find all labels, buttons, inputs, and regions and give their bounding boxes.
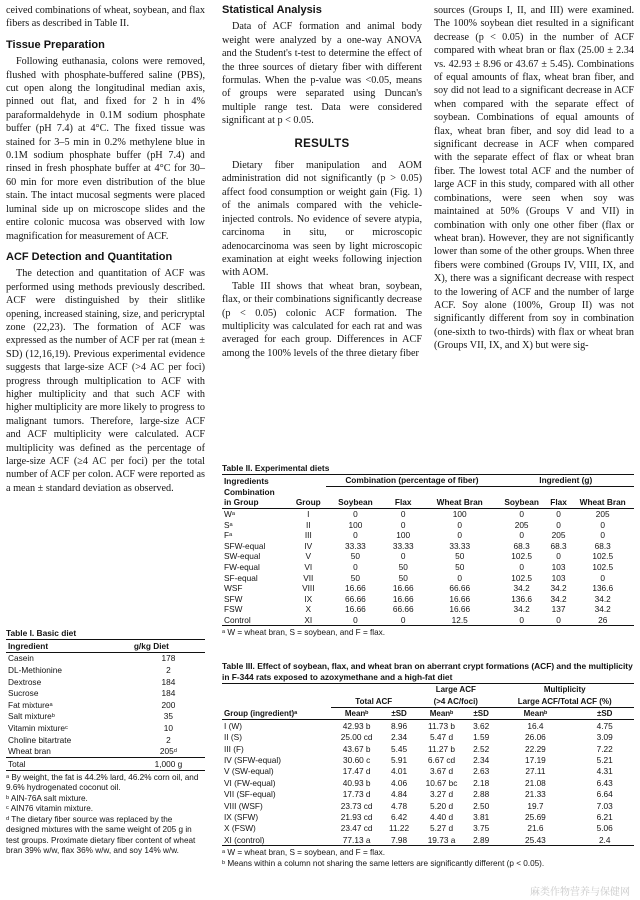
header-cell: Large ACF — [435, 685, 476, 695]
table-cell: 16.66 — [345, 604, 366, 615]
table-row — [222, 743, 634, 754]
table-row — [6, 687, 205, 699]
table-cell: 4.01 — [391, 766, 408, 777]
table-cell: 50 — [350, 572, 361, 583]
table-cell: 19.73 a — [427, 834, 456, 845]
table-row — [222, 834, 634, 846]
data-table — [222, 474, 634, 626]
table-cell: 11.22 — [389, 823, 410, 834]
table-row — [222, 562, 634, 573]
table-cell: SFW — [224, 593, 243, 604]
table-footnote: ᵇ Means within a column not sharing the same letters are significantly different (p < 0.05). — [222, 858, 545, 868]
table-cell: 68.3 — [594, 540, 611, 551]
table-cell: 16.4 — [527, 720, 544, 731]
tissue-preparation-paragraph: Following euthanasia, colons were removed, flushed with phosphate-buffered saline (PBS), cut open along the longitudinal median axis, pinned out flat, and fixed for 2 h in 4% paraformaldehyde in 0.1M sodium phosphate buffer (pH 7.4) at 4°C. The fixed tissue was stained for 3–5 min in 0.2% methylene blue in 0.1M sodium phosphate buffer (pH 7.4) and rinsed in fresh phosphate buffer at 4°C for 30–60 min for more even distribution of the blue stain. The intact mucosal segments were placed luminal side up on microscope slides and the entire colonic mucosa was observed with low magnification for measurement of ACF. — [6, 56, 205, 242]
table-row — [6, 676, 205, 688]
table-cell: Sucrose — [8, 688, 39, 699]
table-cell: Wheat bran — [8, 746, 51, 757]
table-row — [6, 722, 205, 734]
table-row — [6, 699, 205, 711]
table-cell: 0 — [556, 615, 561, 626]
header-cell: ±SD — [473, 708, 489, 718]
table-cell: IV (SFW-equal) — [224, 755, 282, 766]
table-cell: 19.7 — [527, 800, 544, 811]
table-cell: 5.20 d — [429, 800, 454, 811]
table-cell: 50 — [398, 562, 408, 573]
table-cell: Fat mixtureᵃ — [8, 699, 53, 710]
table-cell: 2 — [166, 664, 171, 675]
table-cell: 21.93 cd — [340, 811, 373, 822]
column-left — [6, 4, 205, 495]
table-cell: 35 — [163, 711, 174, 722]
table-cell: 16.66 — [392, 593, 414, 604]
table-cell: 0 — [519, 615, 524, 626]
table-cell: 4.84 — [391, 789, 408, 800]
table-cell: 66.66 — [345, 593, 366, 604]
table-cell: 25.00 cd — [340, 732, 373, 743]
table-cell: WSF — [224, 583, 243, 594]
table-cell: 178 — [161, 653, 176, 664]
table-caption: Table II. Experimental diets — [222, 463, 330, 473]
table-cell: FSW — [224, 604, 243, 615]
table-cell: 205ᵈ — [159, 746, 177, 757]
header-cell: Large ACF/Total ACF (%) — [495, 695, 634, 707]
table-cell: 205 — [551, 530, 566, 541]
table-cell: 6.67 cd — [427, 755, 456, 766]
table-cell: 2.18 — [473, 777, 490, 788]
table-cell: 5.06 — [596, 823, 613, 834]
table-cell: 102.5 — [511, 572, 532, 583]
table-cell: 50 — [350, 551, 361, 562]
table-cell: 11.73 b — [427, 720, 456, 731]
intro-paragraph: ceived combinations of wheat, soybean, and flax fibers as described in Table II. — [6, 5, 205, 30]
table-cell: 66.66 — [392, 604, 414, 615]
table-cell: 16.66 — [449, 593, 471, 604]
table-cell: 0 — [519, 562, 524, 573]
table-row — [222, 583, 634, 594]
table-cell: 10.67 bc — [425, 777, 458, 788]
table-cell: 0 — [600, 519, 606, 530]
table-cell: 50 — [455, 551, 465, 562]
header-cell: Soybean — [504, 497, 539, 508]
table-cell: III — [304, 530, 312, 541]
table-row — [222, 508, 634, 519]
table-footnote: ᵈ The dietary fiber source was replaced by the designed mixtures with the same weight of 205 g in test groups. Proximate dietary fiber content of wheat bran 39% w/w, flax 36% w/w, and soy 14% w/w. — [6, 814, 196, 856]
table-cell: 68.3 — [513, 540, 530, 551]
table-row — [222, 594, 634, 605]
header-cell: Meanᵇ — [523, 708, 548, 718]
statistical-analysis-paragraph: Data of ACF formation and animal body weight were analyzed by a one-way ANOVA and the Student's t-test to determine the effect of the three sources of dietary fiber with different formulas. When the p-value was <0.05, means of groups were separated using Duncan's multiple range test. Data were considered significant at p < 0.05. — [222, 21, 422, 127]
table-row — [6, 734, 205, 746]
table-row — [222, 754, 634, 765]
table-row — [222, 777, 634, 788]
table-cell: 2 — [166, 734, 171, 745]
table-cell: 4.40 d — [429, 811, 454, 822]
table-cell: 0 — [457, 530, 463, 541]
table-cell: 50 — [398, 572, 408, 583]
table-cell: Vitamin mixtureᶜ — [8, 722, 68, 733]
table-cell: 1.59 — [473, 732, 490, 743]
table-cell: 21.08 — [525, 777, 546, 788]
table-cell: 77.13 a — [342, 834, 371, 845]
header-cell: Meanᵇ — [429, 708, 454, 718]
header-cell: Ingredient — [8, 640, 49, 651]
table-cell: I (W) — [224, 720, 242, 731]
table-footnote: ᶜ AIN76 vitamin mixture. — [6, 804, 94, 814]
table-cell: 0 — [556, 551, 561, 562]
table-cell: 33.33 — [345, 540, 366, 551]
results-continued-paragraph: sources (Groups I, II, and III) were examined. The 100% soybean diet resulted in a significant decrease (p < 0.05) in the number of ACF compared with wheat bran or flax (25.00 ± 2.34 vs. 42.93 ± 8.96 or 43.67 ± 5.45). Combinations of equal amounts of flax, wheat bran fiber, and soy did not lead to a significant decrease in ACF when compared with the separate effect of soybean. Combinations of equal amounts of flax, wheat bran fiber, and soy did lead to a significant decrease in ACF when compared with the separate effect of flax or wheat bran fiber. The lowest total ACF and the number of large ACF in this study, compared with all other combinations, were seen when soy was maintained at 50% (Groups V and VII) in combination with only one other fiber (flax or wheat bran). However, they are not significantly lower than some of the other groups. When three fibers were combined (Groups IV, VIII, IX, and X), there was a significant decrease with respect to the lowering of ACF and the number of large ACF. Soy alone (100%, Group II) was not significantly different from soy in combination (one-sixth to two-thirds) with flax or wheat bran (Groups VII, IX, and X) but were sig- — [434, 5, 634, 352]
table-cell: 3.09 — [596, 732, 613, 743]
table-cell: 27.11 — [525, 766, 546, 777]
table-cell: 8.96 — [391, 720, 408, 731]
total-label: Total — [8, 758, 26, 769]
table-cell: Casein — [8, 653, 34, 664]
table-cell: 4.75 — [596, 720, 613, 731]
table-row — [222, 811, 634, 822]
section-heading-acf-detection: ACF Detection and Quantitation — [6, 250, 173, 263]
table-cell: 50 — [455, 562, 465, 573]
table-row — [222, 604, 634, 615]
table-cell: 3.81 — [473, 811, 490, 822]
table-cell: 3.75 — [473, 823, 490, 834]
table-cell: 12.5 — [451, 615, 468, 626]
table-cell: 33.33 — [392, 540, 414, 551]
table-cell: 40.93 b — [342, 777, 371, 788]
table-cell: 42.93 b — [342, 720, 371, 731]
table-cell: X (FSW) — [224, 823, 256, 834]
results-paragraph-2: Table III shows that wheat bran, soybean, flax, or their combinations significantly decrease (p < 0.05) colonic ACF formation. The multiplicity was calculated for each rat and was averaged for each group. Differences in ACF among the 100% levels of the three dietary fiber — [222, 280, 422, 359]
header-cell: Group — [295, 497, 321, 508]
table-cell: 0 — [600, 572, 606, 583]
table-cell: IX (SFW) — [224, 811, 259, 822]
table-cell: 184 — [161, 676, 176, 687]
table-cell: 100 — [396, 530, 411, 541]
data-table — [222, 683, 634, 846]
table-row — [222, 530, 634, 541]
table-cell: 34.2 — [513, 583, 530, 594]
table-cell: Sᵃ — [224, 519, 233, 530]
header-cell: in Group — [224, 497, 259, 508]
table-cell: Control — [224, 615, 251, 626]
table-cell: Dextrose — [8, 676, 42, 687]
watermark: 麻类作物营养与保健网 — [530, 887, 630, 898]
table-cell: 4.06 — [391, 777, 408, 788]
table-cell: 0 — [353, 509, 358, 520]
table-cell: 2.89 — [473, 834, 490, 845]
table-cell: 100 — [348, 519, 363, 530]
table-cell: XI — [304, 615, 313, 626]
table-cell: II — [305, 519, 311, 530]
table-row — [222, 800, 634, 811]
table-cell: 10 — [163, 722, 174, 733]
table-row — [6, 711, 205, 723]
header-cell: Flax — [550, 497, 567, 508]
table-row — [222, 732, 634, 743]
table-cell: 6.43 — [596, 777, 613, 788]
table-cell: 3.27 d — [429, 789, 454, 800]
table-cell: 5.91 — [391, 755, 408, 766]
table-cell: 17.47 d — [342, 766, 371, 777]
table-footnote: ᵃ W = wheat bran, S = soybean, and F = flax. — [222, 628, 386, 638]
table-cell: 2.4 — [598, 834, 611, 845]
table-cell: 6.64 — [596, 789, 613, 800]
table-row — [222, 572, 634, 583]
table-cell: 0 — [519, 530, 524, 541]
table-cell: 3.67 d — [429, 766, 454, 777]
table-cell: 4.78 — [391, 800, 408, 811]
table-cell: IV — [304, 540, 313, 551]
table-cell: SW-equal — [224, 551, 261, 562]
header-cell: Wheat Bran — [579, 497, 626, 508]
table-cell: DL-Methionine — [8, 664, 62, 675]
table-cell: 6.21 — [596, 811, 613, 822]
table-cell: SF-equal — [224, 572, 258, 583]
table-cell: 2.88 — [473, 789, 490, 800]
table-cell: 0 — [519, 509, 524, 520]
section-heading-statistical-analysis: Statistical Analysis — [222, 4, 322, 16]
header-cell: Meanᵇ — [344, 708, 369, 718]
header-cell: Soybean — [338, 497, 373, 508]
table-cell: 43.67 b — [342, 743, 371, 754]
table-acf-effects — [222, 661, 634, 869]
table-cell: 22.29 — [525, 743, 546, 754]
table-cell: 5.27 d — [429, 823, 454, 834]
table-cell: 2.52 — [473, 743, 490, 754]
table-row — [222, 541, 634, 552]
header-cell: Wheat Bran — [436, 497, 483, 508]
table-cell: 103 — [551, 572, 566, 583]
table-cell: 16.66 — [392, 583, 414, 594]
table-row — [222, 823, 634, 834]
table-cell: 30.60 c — [343, 755, 371, 766]
table-cell: 205 — [514, 519, 529, 530]
table-cell: 100 — [452, 509, 467, 520]
table-cell: 34.2 — [513, 604, 530, 615]
table-cell: 0 — [457, 519, 463, 530]
table-cell: 0 — [400, 551, 406, 562]
table-cell: Choline bitartrate — [8, 734, 72, 745]
header-cell: Flax — [394, 497, 412, 508]
table-cell: II (S) — [224, 732, 242, 743]
table-cell: 16.66 — [345, 583, 366, 594]
table-cell: VIII — [302, 583, 315, 594]
table-cell: 136.6 — [511, 593, 532, 604]
header-cell: g/kg Diet — [133, 640, 169, 651]
table-basic-diet — [6, 628, 205, 857]
table-cell: 5.21 — [596, 755, 613, 766]
table-row — [222, 789, 634, 800]
table-cell: 2.50 — [473, 800, 490, 811]
table-row — [222, 720, 634, 732]
header-cell: (>4 AC/foci) — [416, 695, 495, 707]
table-cell: 137 — [551, 604, 566, 615]
table-experimental-diets — [222, 463, 634, 639]
table-row — [222, 615, 634, 626]
column-middle — [222, 4, 422, 360]
table-cell: Wᵃ — [224, 509, 235, 520]
table-cell: Salt mixtureᵇ — [8, 711, 55, 722]
table-footnote: ᵇ AIN-76A salt mixture. — [6, 793, 88, 803]
table-cell: 26.06 — [525, 732, 546, 743]
table-cell: 102.5 — [592, 551, 614, 562]
table-cell: 68.3 — [550, 540, 567, 551]
table-cell: VII — [303, 572, 314, 583]
table-cell: VI — [304, 562, 313, 573]
table-cell: 0 — [400, 519, 406, 530]
table-cell: 103 — [551, 562, 566, 573]
table-cell: 21.6 — [527, 823, 544, 834]
header-cell: Total ACF — [331, 695, 416, 707]
table-cell: 2.34 — [473, 755, 490, 766]
table-cell: FW-equal — [224, 562, 260, 573]
table-cell: 7.03 — [596, 800, 613, 811]
table-cell: III (F) — [224, 743, 244, 754]
table-cell: 33.33 — [449, 540, 471, 551]
table-footnote: ᵃ W = wheat bran, S = soybean, and F = flax. — [222, 848, 386, 858]
table-cell: 0 — [457, 572, 463, 583]
column-right — [434, 4, 634, 353]
table-cell: 4.31 — [596, 766, 613, 777]
table-cell: VI (FW-equal) — [224, 777, 276, 788]
table-row — [222, 766, 634, 777]
header-cell: Ingredients — [224, 475, 269, 486]
table-cell: 34.2 — [550, 583, 567, 594]
header-cell: Combination — [224, 486, 275, 497]
table-cell: XI (control) — [224, 834, 265, 845]
total-value: 1,000 g — [154, 758, 183, 769]
table-cell: 102.5 — [592, 562, 614, 573]
table-cell: 102.5 — [511, 551, 532, 562]
table-cell: IX — [304, 593, 313, 604]
header-cell: Combination (percentage of fiber) — [326, 475, 497, 487]
table-cell: 0 — [556, 509, 561, 520]
table-cell: 6.42 — [391, 811, 408, 822]
table-cell: VIII (WSF) — [224, 800, 263, 811]
header-cell: Multiplicity — [543, 685, 586, 695]
table-cell: 0 — [400, 509, 406, 520]
table-cell: 34.2 — [550, 593, 567, 604]
table-row — [222, 551, 634, 562]
table-cell: 34.2 — [594, 604, 611, 615]
table-cell: 21.33 — [525, 789, 546, 800]
table-cell: 16.66 — [449, 604, 471, 615]
table-cell: 200 — [161, 699, 176, 710]
acf-detection-paragraph: The detection and quantitation of ACF was performed using methods previously described. ACF were distinguished by their slitlike opening, increased staining, size, and pericryptal zone (22,23). The formation of ACF was expressed as the number of ACF per rat (mean ± SD) (12,16,19). Previous experimental evidence suggests that large-size ACF (>4 AC per foci) progress through multiplication to ACF with higher multiplicity and that such ACF with higher multiplicity are more likely to progress to malignant tumors. Therefore, large-size ACF and ACF multiplicity were calculated. ACF multiplicity was defined as the percentage of large-size ACF (≥4 AC per foci) per the total number of ACF per colon. ACF were reported as a mean ± standard deviation as observed. — [6, 268, 205, 494]
table-footnote: ᵃ By weight, the fat is 44.2% lard, 46.2% corn oil, and 9.6% hydrogenated coconut oil. — [6, 772, 199, 793]
table-cell: 184 — [161, 688, 176, 699]
table-cell: 0 — [600, 530, 606, 541]
table-cell: I — [307, 509, 310, 520]
header-cell: Group (ingredient)ᵃ — [224, 708, 298, 718]
table-cell: 0 — [353, 562, 358, 573]
section-heading-tissue-preparation: Tissue Preparation — [6, 38, 105, 51]
table-cell: V (SW-equal) — [224, 766, 274, 777]
table-row — [222, 519, 634, 530]
table-cell: V — [305, 551, 312, 562]
table-cell: 0 — [400, 615, 406, 626]
table-cell: 5.47 d — [429, 732, 454, 743]
table-row — [6, 652, 205, 664]
table-cell: 34.2 — [594, 593, 611, 604]
table-cell: SFW-equal — [224, 540, 266, 551]
data-table — [6, 639, 205, 771]
table-cell: 23.47 cd — [340, 823, 373, 834]
table-caption: Table I. Basic diet — [6, 628, 77, 638]
table-cell: X — [305, 604, 312, 615]
table-cell: Fᵃ — [224, 530, 233, 541]
table-cell: 66.66 — [449, 583, 471, 594]
table-cell: 25.69 — [525, 811, 546, 822]
table-cell: 136.6 — [592, 583, 614, 594]
table-cell: 3.62 — [473, 720, 490, 731]
table-cell: 5.45 — [391, 743, 408, 754]
table-cell: 17.19 — [525, 755, 546, 766]
table-cell: 7.98 — [391, 834, 408, 845]
table-cell: 0 — [353, 530, 358, 541]
table-cell: 25.43 — [525, 834, 546, 845]
header-cell: ±SD — [391, 708, 407, 718]
results-paragraph-1: Dietary fiber manipulation and AOM administration did not significantly (p > 0.05) affect food consumption or weight gain (Fig. 1) of the animals compared with the vehicle-injected controls. No evidence of severe atypia, carcinoma in situ, or microscopic adenocarcinoma was seen by light microscopic examination at eight weeks following injection with AOM. — [222, 160, 422, 279]
table-cell: 2.34 — [391, 732, 408, 743]
header-cell: ±SD — [596, 708, 613, 718]
table-cell: 0 — [556, 519, 561, 530]
header-cell: Ingredient (g) — [498, 475, 634, 487]
table-caption: Table III. Effect of soybean, flax, and wheat bran on aberrant crypt formations (ACF) and the multiplicity in F-344 rats exposed to azoxymethane and a high-fat diet — [222, 661, 633, 682]
table-cell: 7.22 — [596, 743, 613, 754]
section-heading-results: RESULTS — [294, 137, 350, 150]
table-row — [6, 745, 205, 757]
table-row — [6, 664, 205, 676]
table-cell: 26 — [598, 615, 608, 626]
table-cell: 205 — [595, 509, 610, 520]
table-cell: 23.73 cd — [340, 800, 373, 811]
table-cell: VII (SF-equal) — [224, 789, 276, 800]
table-cell: 11.27 b — [427, 743, 456, 754]
table-cell: 2.63 — [473, 766, 490, 777]
table-cell: 17.73 d — [342, 789, 371, 800]
table-cell: 0 — [353, 615, 358, 626]
